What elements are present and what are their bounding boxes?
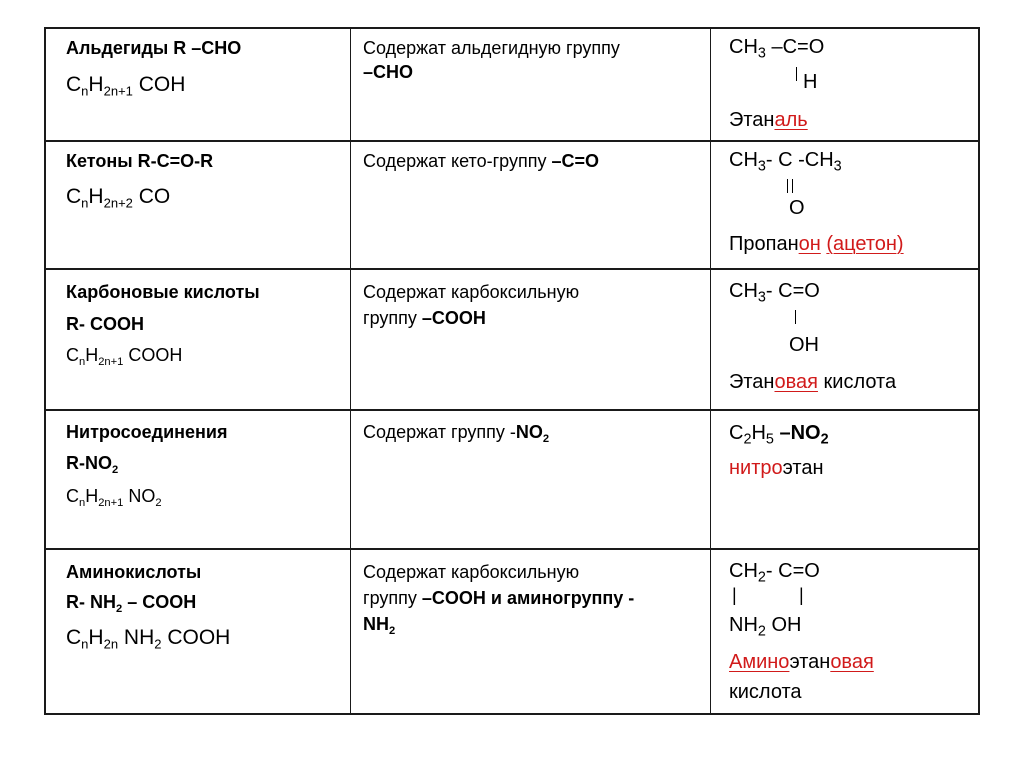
class-formula: $R-NO_2$ [66, 453, 119, 476]
description: Содержат карбоксильную [363, 562, 580, 582]
row-divider [46, 548, 978, 550]
class-formula: R- COOH [66, 314, 144, 334]
row-divider [46, 140, 978, 142]
example-name: Аминоэтановая [729, 651, 874, 673]
row-divider [46, 268, 978, 270]
general-formula: $C_nH_{2n+1}$ COH [66, 73, 186, 99]
example-formula: H [803, 71, 818, 93]
example-name: нитроэтан [729, 457, 824, 479]
example-name: кислота [729, 681, 802, 703]
double-bond [787, 179, 793, 193]
description: $NH_2$ [363, 614, 396, 637]
example-formula: $CH_2-$ C=O [729, 560, 820, 586]
general-formula: $C_nH_{2n+1}$ $NO_2$ [66, 486, 162, 509]
example-name: Этановая кислота [729, 371, 897, 393]
example-name: Пропанон (ацетон) [729, 233, 904, 255]
example-formula: $NH_2$ OH [729, 614, 802, 640]
description: Содержат карбоксильную [363, 282, 580, 302]
class-formula: R- $NH_2$ – COOH [66, 592, 197, 615]
class-name: Нитросоединения [66, 422, 228, 442]
description: Содержат альдегидную группу [363, 38, 620, 58]
column-divider [710, 29, 711, 713]
class-name: Карбоновые кислоты [66, 282, 260, 302]
class-name: Кетоны R-C=O-R [66, 151, 214, 171]
example-formula: $CH_3-$ C $-CH_3$ [729, 149, 842, 175]
general-formula: $C_nH_{2n+1}$ COOH [66, 345, 183, 368]
chemistry-table [44, 27, 980, 715]
bond-line: | [799, 585, 804, 605]
description: Содержат группу $-NO_2$ [363, 422, 550, 445]
general-formula: $C_nH_{2n+2}$ CO [66, 185, 171, 211]
class-name: Альдегиды R –CHO [66, 38, 242, 58]
general-formula: $C_nH_{2n}$ $NH_2$ COOH [66, 626, 231, 652]
row-divider [46, 409, 978, 411]
description: группу –COOH [363, 308, 486, 328]
bond-line [795, 310, 796, 324]
class-name: Аминокислоты [66, 562, 202, 582]
description: –CHO [363, 62, 414, 82]
description: группу –COOH и аминогруппу - [363, 588, 635, 608]
example-formula: $CH_3-$ C=O [729, 280, 820, 306]
bond-line: | [732, 585, 737, 605]
example-name: Этаналь [729, 109, 808, 131]
example-formula: O [789, 197, 805, 219]
example-formula: $C_2H_5$ $-NO_2$ [729, 422, 829, 448]
column-divider [350, 29, 351, 713]
description: Содержат кето-группу –C=O [363, 151, 599, 171]
bond-line [796, 67, 797, 81]
example-formula: $CH_3$ –C=O [729, 36, 825, 62]
example-formula: OH [789, 334, 819, 356]
